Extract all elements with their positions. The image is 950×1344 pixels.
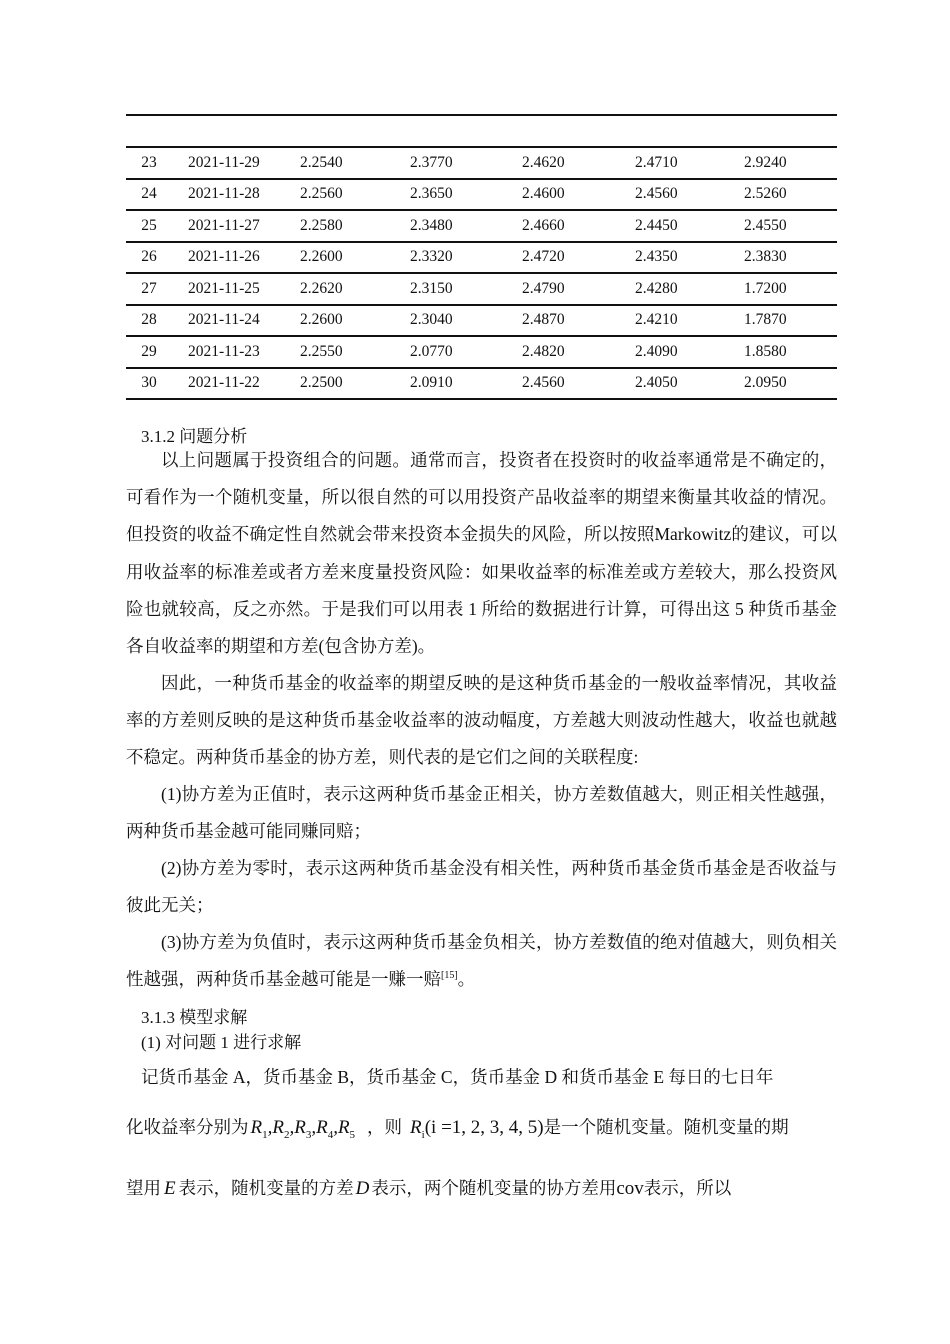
table-cell: 2.0950 <box>744 374 787 392</box>
data-table <box>126 114 837 400</box>
table-cell: 2.4450 <box>635 216 678 234</box>
formula-r: R <box>272 1117 284 1138</box>
formula-r-sub: 4 <box>327 1128 334 1141</box>
table-cell: 2.2600 <box>300 248 343 266</box>
paragraph-2: 因此，一种货币基金的收益率的期望反映的是这种货币基金的一般收益率情况，其收益率的方差则反映的是这种货币基金收益率的波动幅度，方差越大则波动性越大，收益也就越不稳定。两种货币基金的协方差，则代表的是它们之间的关联程度: <box>126 673 837 768</box>
formula-r-sub: 5 <box>349 1128 356 1141</box>
paragraph-4: (2)协方差为零时，表示这两种货币基金没有相关性，两种货币基金货币基金是否收益与彼此无关； <box>126 858 837 916</box>
table-cell: 2021-11-24 <box>188 311 260 329</box>
table-cell: 2.2580 <box>300 216 343 234</box>
formula-ri-sub: i <box>421 1128 425 1141</box>
table-cell: 2.0910 <box>410 374 453 392</box>
table-cell: 2021-11-27 <box>188 216 260 234</box>
table-cell: 2.2600 <box>300 311 343 329</box>
table-cell: 2.4820 <box>522 342 565 360</box>
table-cell: 26 <box>141 248 157 266</box>
line-2-text-c: 是一个随机变量。随机变量的期 <box>543 1117 789 1137</box>
paragraph-5 <box>126 924 837 998</box>
formula-d: D <box>355 1178 370 1199</box>
line-2-text-a: 化收益率分别为 <box>126 1117 249 1137</box>
table-cell: 2021-11-28 <box>188 185 260 203</box>
line-3-text-d: 表示，所以 <box>643 1178 732 1198</box>
table-cell: 2021-11-25 <box>188 279 260 297</box>
formula-r-sub: 3 <box>305 1128 312 1141</box>
table-cell: 2.4050 <box>635 374 678 392</box>
table-body <box>126 146 837 400</box>
table-cell: 2.3830 <box>744 248 787 266</box>
formula-e: E <box>164 1178 176 1199</box>
table-cell: 23 <box>141 153 157 171</box>
table-cell: 2.4280 <box>635 279 678 297</box>
table-cell: 2.3770 <box>410 153 453 171</box>
table-cell: 2021-11-22 <box>188 374 260 392</box>
table-row <box>126 241 837 273</box>
table-top-rule <box>126 114 837 146</box>
formula-r-list: $R_1,R_2,R_3,R_4,R_5$ <box>250 1117 356 1141</box>
table-row <box>126 178 837 210</box>
formula-r-sub: 1 <box>262 1128 268 1141</box>
table-cell: 2.3480 <box>410 216 453 234</box>
formula-r: R <box>250 1117 263 1138</box>
table-cell: 2.4350 <box>635 248 678 266</box>
formula-r: R <box>294 1117 306 1138</box>
table-cell: 2.2560 <box>300 185 343 203</box>
table-cell: 2021-11-29 <box>188 153 260 171</box>
table-cell: 1.7200 <box>744 279 787 297</box>
table-row <box>126 146 837 178</box>
table-cell: 2.3320 <box>410 248 453 266</box>
table-cell: 2.4560 <box>635 185 678 203</box>
table-row <box>126 209 837 241</box>
formula-r: R <box>316 1117 328 1138</box>
paragraph-5-end: 。 <box>457 969 476 990</box>
table-cell: 24 <box>141 185 157 203</box>
citation-ref: [15] <box>441 970 458 982</box>
table-cell: 2.3150 <box>410 279 453 297</box>
table-cell: 27 <box>141 279 157 297</box>
table-cell: 2.4710 <box>635 153 678 171</box>
line-3-text-b: 表示，随机变量的方差 <box>178 1178 354 1198</box>
table-cell: 29 <box>141 342 157 360</box>
solution-line-2 <box>126 1114 837 1141</box>
table-cell: 2.4660 <box>522 216 565 234</box>
solution-line-1: 记货币基金 A，货币基金 B，货币基金 C，货币基金 D 和货币基金 E 每日的七日年 <box>141 1067 774 1087</box>
table-cell: 2.2500 <box>300 374 343 392</box>
formula-cov: cov <box>616 1178 644 1199</box>
formula-r-sub: 2 <box>283 1128 290 1141</box>
line-2-text-b: ，则 <box>367 1117 403 1137</box>
table-cell: 2.4210 <box>635 311 678 329</box>
table-cell: 2.9240 <box>744 153 787 171</box>
paragraph-5-text: (3)协方差为负值时，表示这两种货币基金负相关，协方差数值的绝对值越大，则负相关性越强，两种货币基金越可能是一赚一赔 <box>126 932 837 990</box>
table-cell: 2.0770 <box>410 342 453 360</box>
table-cell: 2.2620 <box>300 279 343 297</box>
table-row <box>126 335 837 367</box>
table-cell: 25 <box>141 216 157 234</box>
table-cell: 2.4600 <box>522 185 565 203</box>
line-3-text-c: 表示，两个随机变量的协方差用 <box>371 1178 617 1198</box>
table-cell: 2.3650 <box>410 185 453 203</box>
formula-index-range: (i =1, 2, 3, 4, 5) <box>424 1117 544 1138</box>
table-cell: 2.4790 <box>522 279 565 297</box>
table-cell: 2.3040 <box>410 311 453 329</box>
table-cell: 2.4090 <box>635 342 678 360</box>
section-heading-3-1-3: 3.1.3 模型求解 <box>141 1008 248 1027</box>
subheading-problem-1: (1) 对问题 1 进行求解 <box>141 1033 302 1052</box>
table-cell: 2.4560 <box>522 374 565 392</box>
table-cell: 1.8580 <box>744 342 787 360</box>
table-cell: 2.4620 <box>522 153 565 171</box>
formula-ri-r: R <box>410 1117 422 1138</box>
formula-ri <box>410 1117 425 1141</box>
solution-line-3 <box>126 1175 837 1200</box>
table-cell: 1.7870 <box>744 311 787 329</box>
table-cell: 2021-11-26 <box>188 248 260 266</box>
section-heading-3-1-2: 3.1.2 问题分析 <box>141 427 248 446</box>
table-row <box>126 367 837 401</box>
table-cell: 2.4720 <box>522 248 565 266</box>
table-cell: 2.2540 <box>300 153 343 171</box>
paragraph-3: (1)协方差为正值时，表示这两种货币基金正相关，协方差数值越大，则正相关性越强，两种货币基金越可能同赚同赔； <box>126 784 837 842</box>
table-cell: 28 <box>141 311 157 329</box>
table-cell: 2.5260 <box>744 185 787 203</box>
line-3-text-a: 望用 <box>126 1178 161 1198</box>
table-cell: 2.2550 <box>300 342 343 360</box>
table-cell: 2021-11-23 <box>188 342 260 360</box>
table-row <box>126 272 837 304</box>
table-row <box>126 304 837 336</box>
formula-r: R <box>337 1117 350 1138</box>
table-cell: 30 <box>141 374 157 392</box>
table-cell: 2.4550 <box>744 216 787 234</box>
table-cell: 2.4870 <box>522 311 565 329</box>
paragraph-1: 以上问题属于投资组合的问题。通常而言，投资者在投资时的收益率通常是不确定的，可看作为一个随机变量，所以很自然的可以用投资产品收益率的期望来衡量其收益的情况。但投资的收益不确定性自然就会带来投资本金损失的风险，所以按照Markowitz的建议，可以用收益率的标准差或者方差来度量投资风险：如果收益率的标准差或方差较大，那么投资风险也就较高，反之亦然。于是我们可以用表 1 所给的数据进行计算，可得出这 5 种货币基金各自收益率的期望和方差(包含协方差)。 <box>126 450 837 657</box>
